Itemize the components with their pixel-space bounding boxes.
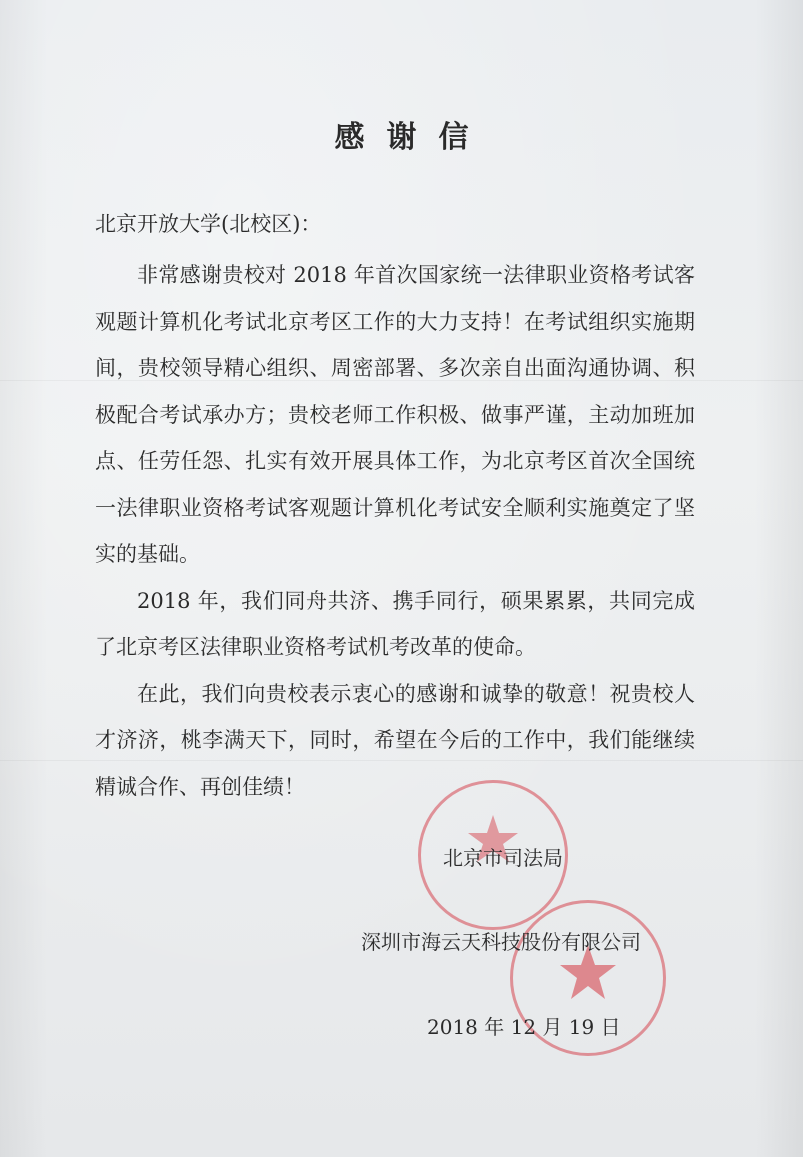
letter-salutation: 北京开放大学(北校区)： xyxy=(95,212,322,236)
letter-date: 2018 年 12 月 19 日 xyxy=(427,1015,621,1039)
letter-title: 感谢信 xyxy=(334,120,491,155)
body-paragraph: 在此，我们向贵校表示衷心的感谢和诚挚的敬意！祝贵校人才济济，桃李满天下，同时，希望在今后的工作中，我们能继续精诚合作、再创佳绩！ xyxy=(95,681,695,799)
body-paragraph: 2018 年，我们同舟共济、携手同行，硕果累累，共同完成了北京考区法律职业资格考试机考改革的使命。 xyxy=(95,588,695,659)
letter-body xyxy=(95,252,695,810)
signer-shenzhen-company: 深圳市海云天科技股份有限公司 xyxy=(361,930,641,954)
signer-beijing-judicial-bureau: 北京市司法局 xyxy=(443,846,563,870)
body-paragraph: 非常感谢贵校对 2018 年首次国家统一法律职业资格考试客观题计算机化考试北京考区工作的大力支持！在考试组织实施期间，贵校领导精心组织、周密部署、多次亲自出面沟通协调、积极配合考试承办方；贵校老师工作积极、做事严谨，主动加班加点、任劳任怨、扎实有效开展具体工作，为北京考区首次全国统一法律职业资格考试客观题计算机化考试安全顺利实施奠定了坚实的基础。 xyxy=(95,263,695,566)
